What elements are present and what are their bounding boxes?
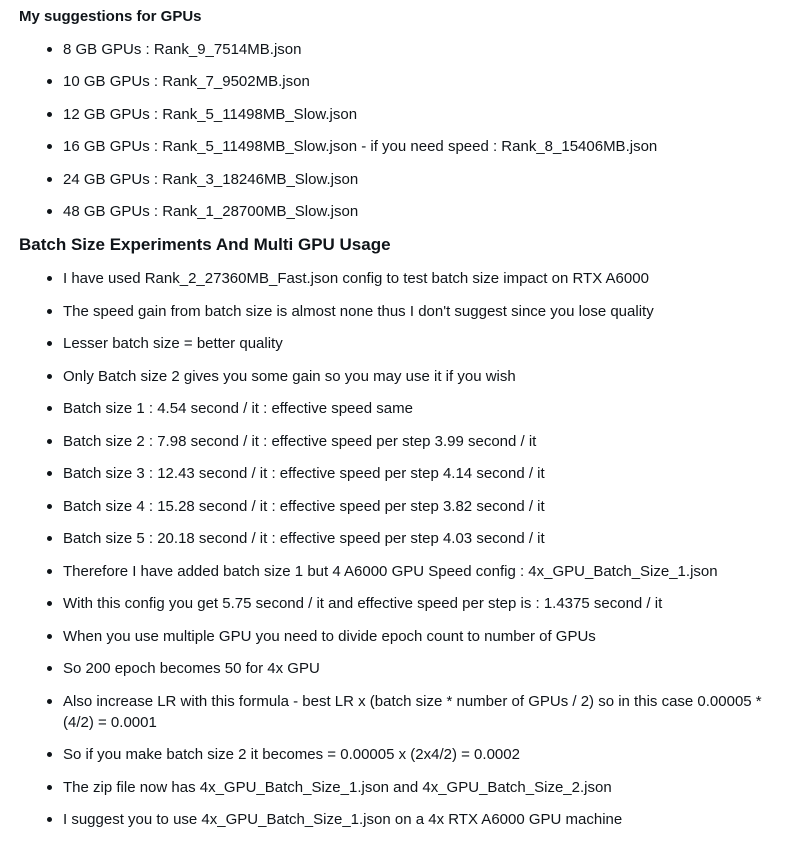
batch-size-list [0, 268, 800, 842]
list-item-text: Batch size 4 : 15.28 second / it : effective speed per step 3.82 second / it [63, 497, 545, 515]
bullet-icon [47, 666, 52, 671]
list-item [0, 658, 800, 679]
bullet-icon [47, 341, 52, 346]
gpu-suggestions-list [0, 39, 800, 233]
bullet-icon [47, 536, 52, 541]
list-item [0, 169, 800, 190]
list-item [0, 691, 800, 733]
list-item-text: 10 GB GPUs : Rank_7_9502MB.json [63, 73, 310, 91]
list-item-text: Lesser batch size = better quality [63, 335, 283, 352]
list-item-text: Therefore I have added batch size 1 but 4 A6000 GPU Speed config : 4x_GPU_Batch_Size_1.json [63, 562, 718, 580]
list-item [0, 71, 800, 92]
list-item-text: 12 GB GPUs : Rank_5_11498MB_Slow.json [63, 105, 358, 123]
list-item [0, 561, 800, 582]
bullet-icon [47, 374, 52, 379]
list-item [0, 626, 800, 647]
list-item-text: Batch size 2 : 7.98 second / it : effective speed per step 3.99 second / it [63, 432, 537, 450]
list-item [0, 496, 800, 517]
bullet-icon [47, 209, 52, 214]
list-item-text: Batch size 3 : 12.43 second / it : effective speed per step 4.14 second / it [63, 465, 545, 482]
bullet-icon [47, 634, 52, 639]
list-item [0, 463, 800, 484]
bullet-icon [47, 569, 52, 574]
bullet-icon [47, 79, 52, 84]
bullet-icon [47, 601, 52, 606]
list-item-text: 48 GB GPUs : Rank_1_28700MB_Slow.json [63, 202, 359, 220]
list-item-text: I suggest you to use 4x_GPU_Batch_Size_1.json on a 4x RTX A6000 GPU machine [63, 811, 623, 828]
bullet-icon [47, 752, 52, 757]
list-item-text: When you use multiple GPU you need to divide epoch count to number of GPUs [63, 627, 596, 645]
list-item [0, 301, 800, 322]
list-item [0, 333, 800, 354]
list-item-text: 24 GB GPUs : Rank_3_18246MB_Slow.json [63, 170, 359, 188]
list-item-text: With this config you get 5.75 second / it and effective speed per step is : 1.4375 second / it [63, 595, 663, 612]
gpu-suggestions-heading: My suggestions for GPUs [19, 8, 202, 25]
bullet-icon [47, 785, 52, 790]
list-item-text: Only Batch size 2 gives you some gain so you may use it if you wish [63, 367, 516, 385]
list-item [0, 809, 800, 830]
list-item [0, 593, 800, 614]
list-item [0, 528, 800, 549]
list-item-text: I have used Rank_2_27360MB_Fast.json config to test batch size impact on RTX A6000 [63, 270, 649, 287]
list-item-text: Batch size 5 : 20.18 second / it : effective speed per step 4.03 second / it [63, 530, 545, 547]
list-item-text: The speed gain from batch size is almost none thus I don't suggest since you lose quality [63, 302, 654, 320]
bullet-icon [47, 144, 52, 149]
list-item [0, 744, 800, 765]
list-item [0, 398, 800, 419]
bullet-icon [47, 406, 52, 411]
bullet-icon [47, 47, 52, 52]
list-item [0, 201, 800, 222]
list-item [0, 104, 800, 125]
batch-size-heading: Batch Size Experiments And Multi GPU Usage [19, 235, 391, 254]
list-item [0, 431, 800, 452]
list-item-text: Also increase LR with this formula - best LR x (batch size * number of GPUs / 2) so in this case 0.00005 * (4/2) = 0.0001 [63, 692, 762, 731]
list-item-text: 16 GB GPUs : Rank_5_11498MB_Slow.json - if you need speed : Rank_8_15406MB.json [63, 138, 658, 156]
bullet-icon [47, 471, 52, 476]
list-item [0, 777, 800, 798]
list-item-text: 8 GB GPUs : Rank_9_7514MB.json [63, 41, 302, 58]
list-item-text: So 200 epoch becomes 50 for 4x GPU [63, 660, 320, 677]
bullet-icon [47, 309, 52, 314]
bullet-icon [47, 439, 52, 444]
bullet-icon [47, 276, 52, 281]
bullet-icon [47, 817, 52, 822]
bullet-icon [47, 112, 52, 117]
list-item [0, 39, 800, 60]
bullet-icon [47, 699, 52, 704]
list-item-text: Batch size 1 : 4.54 second / it : effective speed same [63, 400, 413, 417]
list-item-text: So if you make batch size 2 it becomes = 0.00005 x (2x4/2) = 0.0002 [63, 746, 520, 763]
list-item [0, 268, 800, 289]
list-item [0, 366, 800, 387]
bullet-icon [47, 504, 52, 509]
list-item [0, 136, 800, 157]
bullet-icon [47, 177, 52, 182]
list-item-text: The zip file now has 4x_GPU_Batch_Size_1.json and 4x_GPU_Batch_Size_2.json [63, 778, 612, 796]
